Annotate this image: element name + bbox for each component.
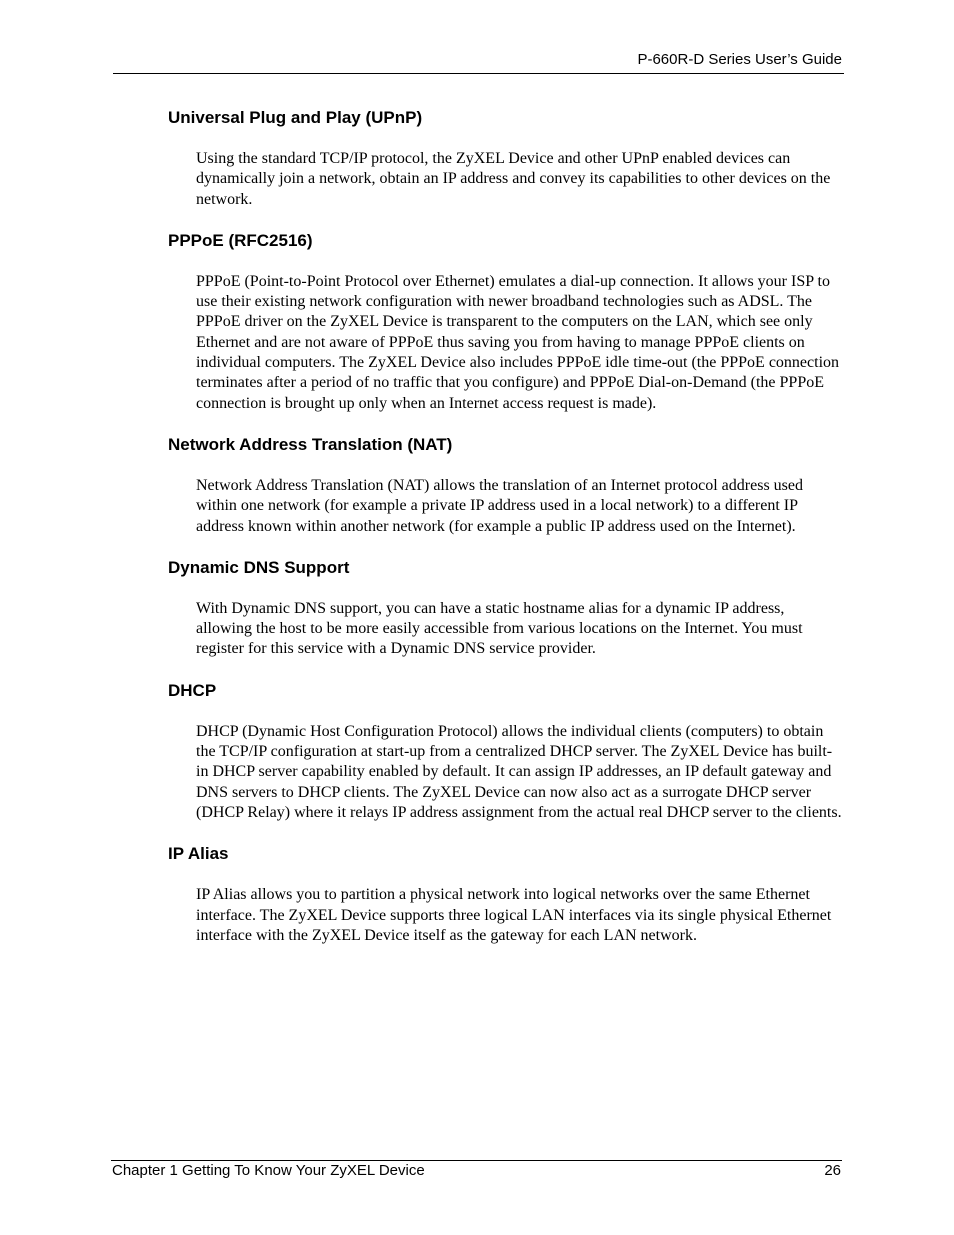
section-body: PPPoE (Point-to-Point Protocol over Ethernet) emulates a dial-up connection. It allows your ISP to use their existing network configuration with newer broadband technologies such as ADSL. The PPPoE driver on the ZyXEL Device is transparent to the computers on the LAN, which see only Ethernet and are not aware of PPPoE thus saving you from having to manage PPPoE clients on individual computers. The ZyXEL Device also includes PPPoE idle time-out (the PPPoE connection terminates after a period of no traffic that you configure) and PPPoE Dial-on-Demand (the PPPoE connection is brought up only when an Internet access request is made). xyxy=(196,272,840,412)
running-header: P-660R-D Series User’s Guide xyxy=(637,51,842,68)
section-heading: Network Address Translation (NAT) xyxy=(168,434,453,454)
section-body: Network Address Translation (NAT) allows the translation of an Internet protocol address used within one network (for example a private IP address used in a local network) to a different IP address known within another network (for example a public IP address used on the Internet). xyxy=(196,476,803,535)
footer-chapter-title: Chapter 1 Getting To Know Your ZyXEL Device xyxy=(112,1162,425,1179)
header-divider xyxy=(113,73,844,74)
page-content xyxy=(168,108,844,967)
section-heading: Universal Plug and Play (UPnP) xyxy=(168,108,423,127)
section-body: IP Alias allows you to partition a physical network into logical networks over the same Ethernet interface. The ZyXEL Device supports three logical LAN interfaces via its single physical Ethernet interface with the ZyXEL Device itself as the gateway for each LAN network. xyxy=(196,886,832,944)
section-heading: DHCP xyxy=(168,680,217,700)
section-pppoe xyxy=(168,231,844,414)
section-heading: IP Alias xyxy=(168,844,229,864)
section-body: With Dynamic DNS support, you can have a static hostname alias for a dynamic IP address, allowing the host to be more easily accessible from various locations on the Internet. You must register for this service with a Dynamic DNS service provider. xyxy=(196,599,803,658)
section-nat xyxy=(168,435,844,537)
footer-divider xyxy=(111,1160,842,1161)
section-body: Using the standard TCP/IP protocol, the ZyXEL Device and other UPnP enabled devices can dynamically join a network, obtain an IP address and convey its capabilities to other devices on the network. xyxy=(196,150,831,208)
section-heading: Dynamic DNS Support xyxy=(168,557,350,577)
section-ip-alias xyxy=(168,844,844,946)
section-upnp xyxy=(168,108,844,210)
section-heading: PPPoE (RFC2516) xyxy=(168,230,313,250)
section-dynamic-dns xyxy=(168,558,844,660)
section-body: DHCP (Dynamic Host Configuration Protocol) allows the individual clients (computers) to obtain the TCP/IP configuration at start-up from a centralized DHCP server. The ZyXEL Device has built-in DHCP server capability enabled by default. It can assign IP addresses, an IP default gateway and DNS servers to DHCP clients. The ZyXEL Device can now also act as a surrogate DHCP server (DHCP Relay) where it relays IP address assignment from the actual real DHCP server to the clients. xyxy=(196,722,842,821)
section-dhcp xyxy=(168,681,844,823)
page-number: 26 xyxy=(824,1162,841,1179)
